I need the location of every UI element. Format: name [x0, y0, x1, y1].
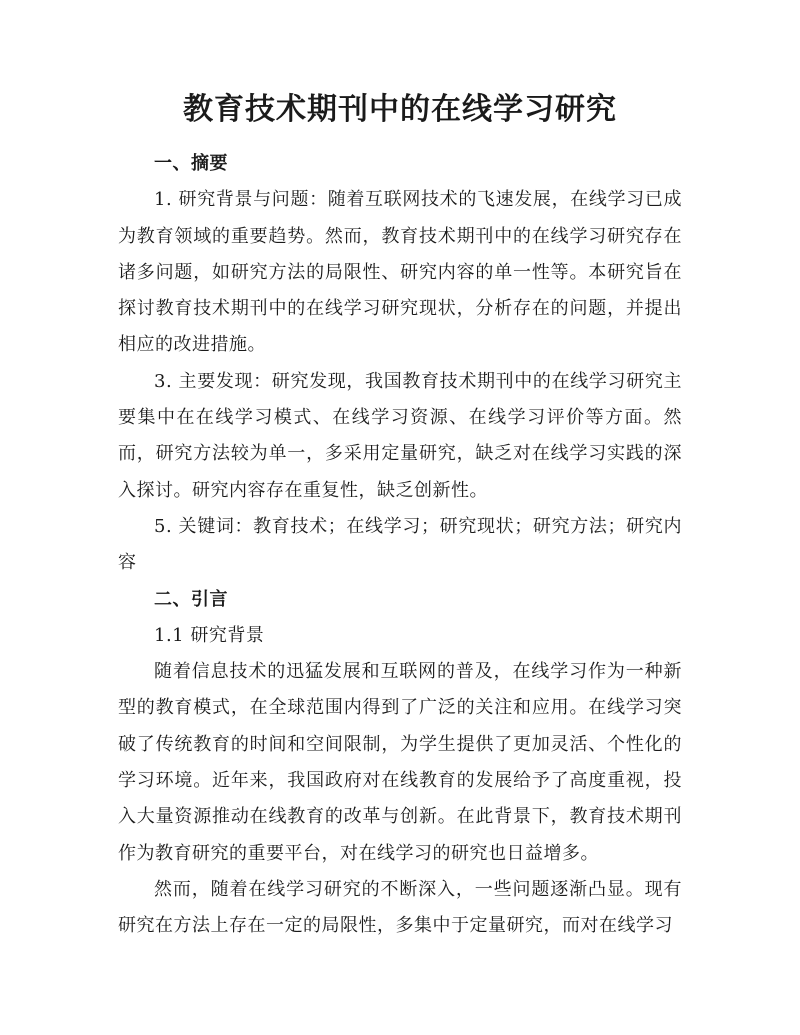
section-heading-introduction: 二、引言	[154, 588, 228, 610]
abstract-paragraph-findings: 3. 主要发现：研究发现，我国教育技术期刊中的在线学习研究主要集中在在线学习模式、在线学习资源、在线学习评价等方面。然而，研究方法较为单一，多采用定量研究，缺乏对在线学习实践的深入探讨。研究内容存在重复性，缺乏创新性。	[118, 370, 682, 501]
introduction-paragraph-2: 然而，随着在线学习研究的不断深入，一些问题逐渐凸显。现有研究在方法上存在一定的局限性，多集中于定量研究，而对在线学习	[118, 878, 682, 937]
introduction-paragraph-1: 随着信息技术的迅猛发展和互联网的普及，在线学习作为一种新型的教育模式，在全球范围内得到了广泛的关注和应用。在线学习突破了传统教育的时间和空间限制，为学生提供了更加灵活、个性化的学习环境。近年来，我国政府对在线教育的发展给予了高度重视，投入大量资源推动在线教育的改革与创新。在此背景下，教育技术期刊作为教育研究的重要平台，对在线学习的研究也日益增多。	[118, 661, 682, 864]
abstract-paragraph-keywords: 5. 关键词：教育技术；在线学习；研究现状；研究方法；研究内容	[118, 515, 682, 574]
section-heading-abstract: 一、摘要	[154, 153, 228, 174]
document-body	[118, 146, 682, 945]
subsection-heading-background: 1.1 研究背景	[154, 624, 265, 646]
document-title: 教育技术期刊中的在线学习研究	[183, 92, 617, 127]
abstract-paragraph-background: 1. 研究背景与问题：随着互联网技术的飞速发展，在线学习已成为教育领域的重要趋势。然而，教育技术期刊中的在线学习研究存在诸多问题，如研究方法的局限性、研究内容的单一性等。本研究旨在探讨教育技术期刊中的在线学习研究现状，分析存在的问题，并提出相应的改进措施。	[118, 189, 682, 356]
